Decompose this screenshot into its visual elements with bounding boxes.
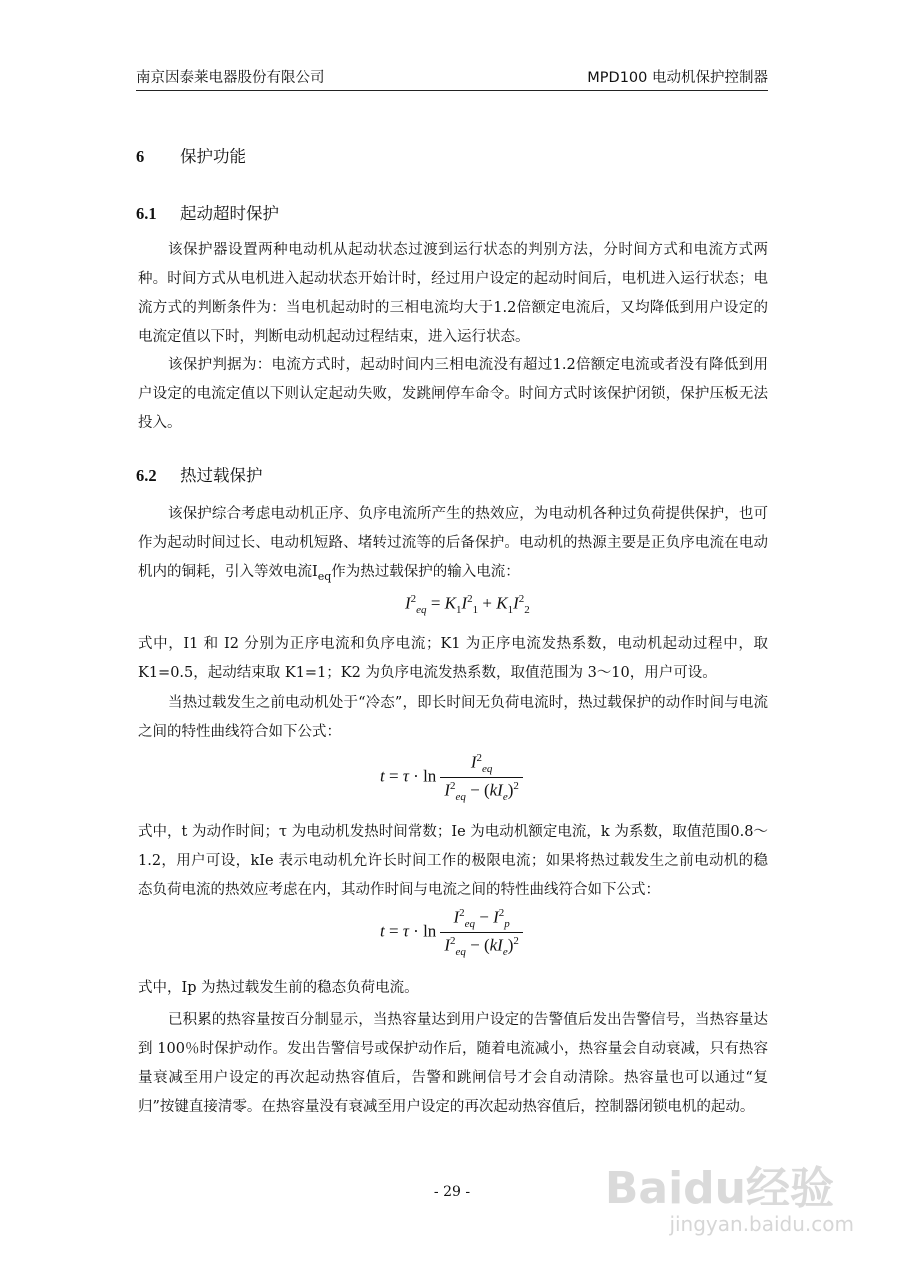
section-title: 保护功能 — [180, 147, 246, 166]
section-number: 6 — [136, 147, 145, 166]
subsection-heading-6-2 — [136, 462, 263, 486]
paragraph: 式中，t 为动作时间；τ 为电动机发热时间常数；Ie 为电动机额定电流，k 为系数，取值范围0.8～1.2，用户可设，kIe 表示电动机允许长时间工作的极限电流；如果将热过载发生之前电动机的稳态负荷电流的热效应考虑在内，其动作时间与电流之间的特性曲线符合如下公式： — [138, 824, 768, 898]
subsection-title: 热过载保护 — [180, 466, 263, 485]
watermark-logo: Baidu经验 — [604, 1163, 834, 1214]
paragraph: 该保护综合考虑电动机正序、负序电流所产生的热效应，为电动机各种过负荷提供保护，也可作为起动时间过长、电动机短路、堵转过流等的后备保护。电动机的热源主要是正负序电流在电动机内的铜耗，引入等效电流$I_{eq}$作为热过载保护的输入电流： — [138, 506, 768, 583]
paragraph: 当热过载发生之前电动机处于“冷态”，即长时间无负荷电流时，热过载保护的动作时间与电流之间的特性曲线符合如下公式： — [138, 695, 768, 740]
paragraph: 式中，I1 和 I2 分别为正序电流和负序电流；K1 为正序电流发热系数，电动机起动过程中，取 K1=0.5，起动结束取 K1=1；K2 为负序电流发热系数，取值范围为 3～10，用户可设。 — [138, 636, 768, 681]
subsection-number: 6.2 — [136, 466, 157, 485]
subsection-title: 起动超时保护 — [180, 204, 279, 223]
company-name: 南京因泰莱电器股份有限公司 — [136, 70, 325, 86]
subsection-number: 6.1 — [136, 204, 157, 223]
paragraph: 已积累的热容量按百分制显示，当热容量达到用户设定的告警值后发出告警信号，当热容量达到 100％时保护动作。发出告警信号或保护动作后，随着电流减小，热容量会自动衰减，只有热容量衰减至用户设定的再次起动热容值后，告警和跳闸信号才会自动清除。热容量也可以通过“复归”按键直接清零。在热容量没有衰减至用户设定的再次起动热容值后，控制器闭锁电机的起动。 — [138, 1012, 768, 1115]
page-number: - 29 - — [433, 1184, 471, 1200]
watermark-url: jingyan.baidu.com — [669, 1212, 854, 1236]
equation-cold: t = τ · ln $\frac{I^2_{eq}}{I^2_{eq} - (kI_e)^2}$ — [380, 752, 523, 803]
equation-ieq: $I^2_{eq} = K_1I^2_1 + K_1I^2_2$ — [405, 593, 530, 617]
product-name: MPD100 电动机保护控制器 — [587, 70, 768, 86]
page-header — [136, 62, 768, 91]
paragraph: 该保护判据为：电流方式时，起动时间内三相电流没有超过1.2倍额定电流或者没有降低到用户设定的电流定值以下则认定起动失败，发跳闸停车命令。时间方式时该保护闭锁，保护压板无法投入。 — [138, 357, 768, 431]
paragraph: 该保护器设置两种电动机从起动状态过渡到运行状态的判别方法，分时间方式和电流方式两种。时间方式从电机进入起动状态开始计时，经过用户设定的起动时间后，电机进入运行状态；电流方式的判断条件为：当电机起动时的三相电流均大于1.2倍额定电流后，又均降低到用户设定的电流定值以下时，判断电动机起动过程结束，进入运行状态。 — [138, 242, 768, 345]
section-heading — [136, 143, 246, 167]
subsection-heading-6-1 — [136, 200, 279, 224]
equation-hot: t = τ · ln $\frac{I^2_{eq} - I^2_p}{I^2_{eq} - (kI_e)^2}$ — [380, 907, 523, 958]
paragraph: 式中，Ip 为热过载发生前的稳态负荷电流。 — [138, 980, 419, 996]
